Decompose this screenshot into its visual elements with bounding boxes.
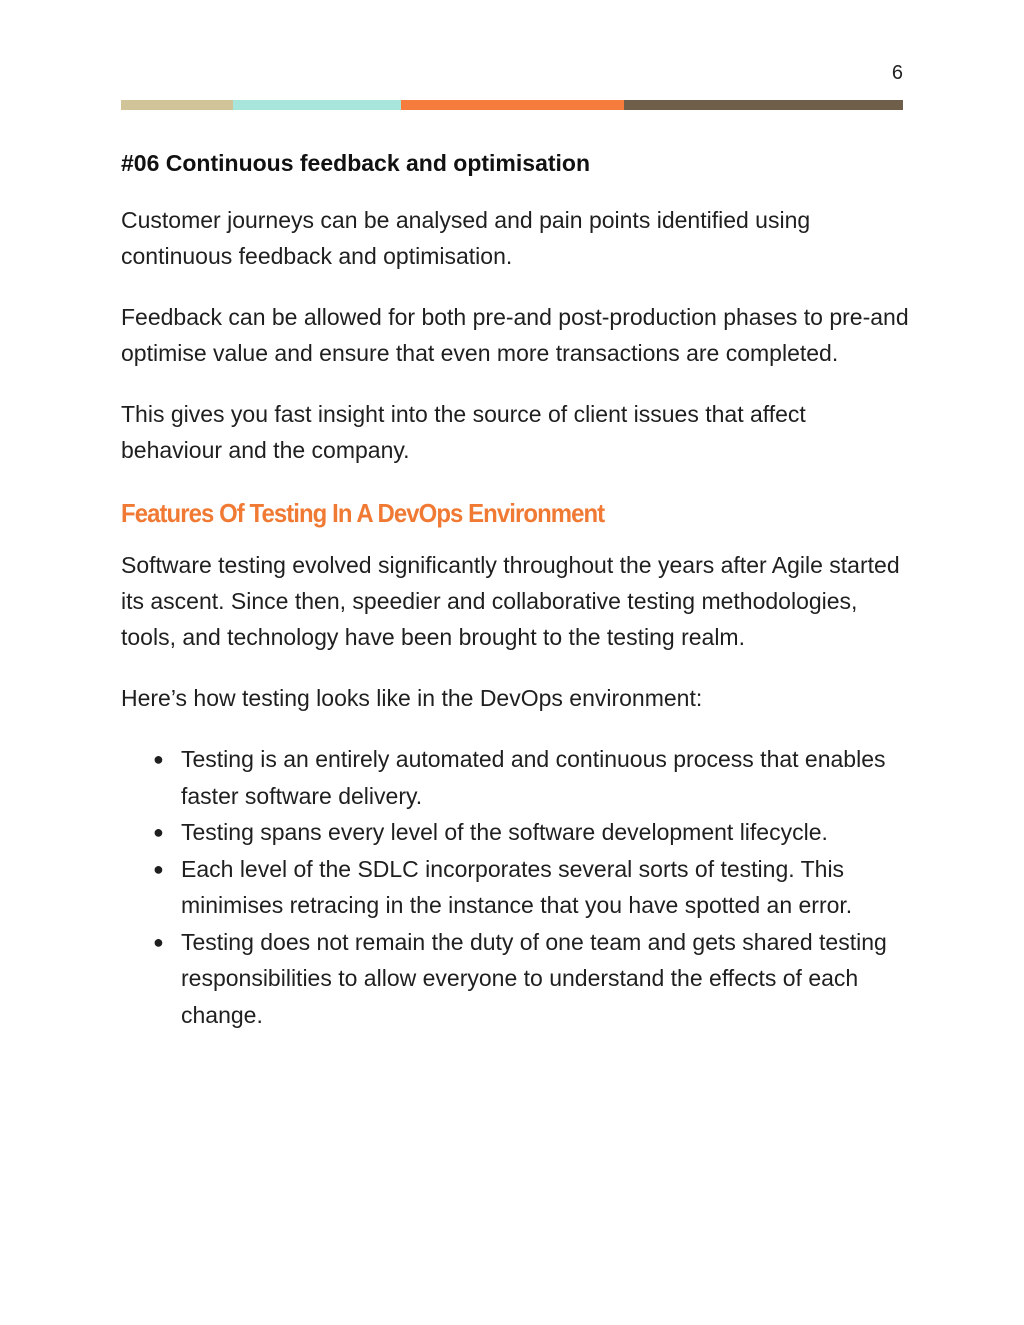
list-item-text: Each level of the SDLC incorporates several sorts of testing. This minimises retracing in the instance that you have spotted an error. [181, 855, 853, 918]
page-number: 6 [891, 62, 903, 84]
paragraph: Customer journeys can be analysed and pain points identified using continuous feedback and optimisation. [121, 207, 811, 269]
color-bar-segment [624, 100, 903, 110]
color-bar-segment [401, 100, 624, 110]
bullet-icon: ● [153, 749, 164, 769]
bullet-list [121, 741, 911, 1033]
list-item [121, 814, 911, 851]
decorative-color-bar [121, 100, 903, 110]
bullet-icon: ● [153, 858, 164, 879]
list-item [121, 741, 911, 814]
paragraph: This gives you fast insight into the source of client issues that affect behaviour and the company. [121, 401, 806, 463]
paragraph: Software testing evolved significantly throughout the years after Agile started its ascent. Since then, speedier and collaborative testing methodologies, tools, and technology have been brought to the testing realm. [121, 552, 900, 650]
color-bar-segment [121, 100, 233, 110]
paragraph: Feedback can be allowed for both pre-and post-production phases to pre-and optimise value and ensure that even more transactions are completed. [121, 304, 909, 366]
list-item-text: Testing is an entirely automated and continuous process that enables faster software delivery. [181, 746, 886, 809]
paragraph: Here’s how testing looks like in the DevOps environment: [121, 685, 703, 711]
list-item-text: Testing does not remain the duty of one team and gets shared testing responsibilities to allow everyone to understand the effects of each change. [181, 928, 887, 1028]
subsection-heading: #06 Continuous feedback and optimisation [121, 150, 591, 176]
list-item [121, 851, 911, 924]
bullet-icon: ● [153, 822, 164, 842]
bullet-icon: ● [153, 931, 164, 952]
section-heading: Features Of Testing In A DevOps Environment [121, 498, 605, 528]
document-content [121, 143, 911, 1033]
list-item-text: Testing spans every level of the software development lifecycle. [181, 819, 828, 845]
color-bar-segment [233, 100, 401, 110]
list-item [121, 924, 911, 1034]
